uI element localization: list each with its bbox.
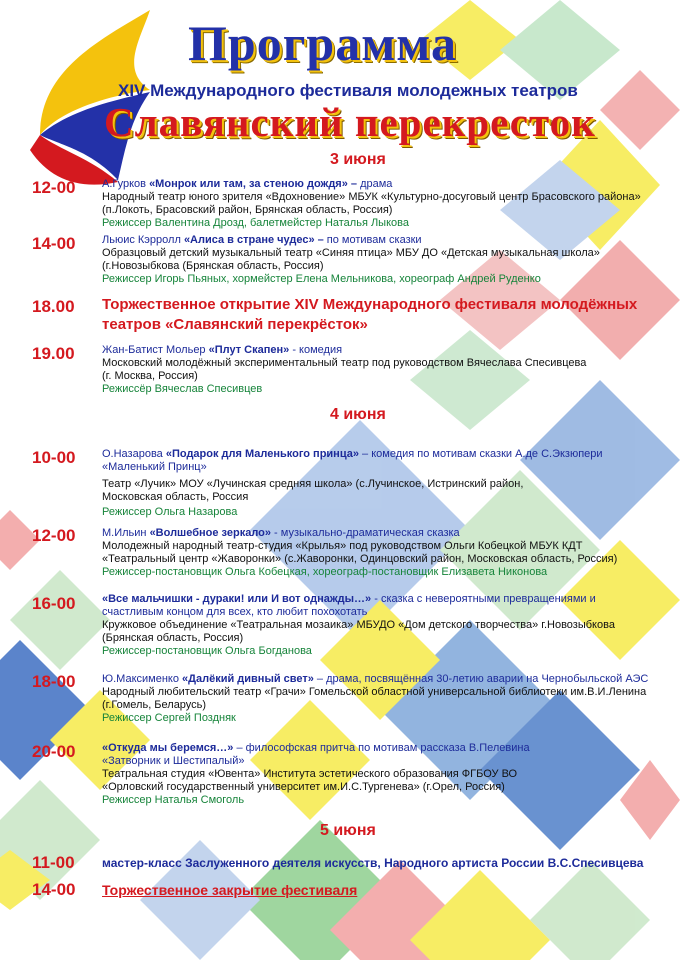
event-director: Режиссер Игорь Пьяных, хормейстер Елена Мельникова, хореограф Андрей Руденко [102, 273, 541, 285]
event-block [102, 448, 632, 519]
event-director: Режиссёр Вячеслав Спесивцев [102, 383, 263, 395]
event-title: «Подарок для Маленького принца» [165, 448, 359, 460]
event-director: Режиссер Валентина Дрозд, балетмейстер Наталья Лыкова [102, 217, 409, 229]
event-location: (Брянская область, Россия) [102, 632, 244, 644]
event-title: «Плут Скапен» [208, 344, 290, 356]
event-heading [102, 344, 668, 357]
event-genre: – драма, посвящённая 30-летию аварии на Чернобыльской АЭС [313, 673, 649, 685]
poster-subtitle: XIV Международного фестиваля молодежных театров [118, 81, 578, 100]
event-author: Ю.Максименко [102, 673, 183, 685]
event-heading [102, 448, 632, 474]
event-author: Льюис Кэрролл [102, 234, 184, 246]
event-time: 19.00 [32, 344, 75, 363]
event-heading [102, 527, 668, 540]
event-author: А.Гурков [102, 178, 150, 190]
event-location: (г. Москва, Россия) [102, 370, 198, 382]
event-time: 18.00 [32, 297, 75, 316]
event-heading [102, 593, 642, 619]
event-block [102, 742, 572, 807]
day-heading: 5 июня [320, 822, 376, 839]
event-company: Народный любительский театр «Грачи» Гомельской областной универсальной библиотеки им.В.И.Ленина [102, 686, 647, 698]
event-genre: - музыкально-драматическая сказка [271, 527, 460, 539]
event-title: «Волшебное зеркало» [149, 527, 271, 539]
event-time: 16-00 [32, 594, 76, 613]
event-time: 14-00 [32, 880, 76, 899]
event-title: «Алиса в стране чудес» – [183, 234, 324, 246]
event-company: Кружковое объединение «Театральная мозаика» МБУДО «Дом детского творчества» г.Новозыбкова [102, 619, 615, 631]
event-time: 12-00 [32, 178, 76, 197]
opening-ceremony: Торжественное открытие XIV Международного фестиваля молодёжных театров «Славянский перекрёсток» [102, 296, 638, 333]
event-location: Московская область, Россия [102, 491, 249, 503]
event-genre: – комедия по мотивам сказки А.де С.Экзюпери «Маленький Принц» [102, 448, 603, 473]
event-block [102, 673, 668, 725]
event-location: (г.Новозыбкова (Брянская область, Россия) [102, 260, 324, 272]
event-company: Народный театр юного зрителя «Вдохновение» МБУК «Культурно-досуговый центр Брасовского района» [102, 191, 641, 203]
event-block [102, 178, 668, 230]
event-block [102, 527, 668, 579]
event-genre: по мотивам сказки [323, 234, 422, 246]
event-director: Режиссер-постановщик Ольга Богданова [102, 645, 312, 657]
event-company: Московский молодёжный экспериментальный театр под руководством Вячеслава Спесивцева [102, 357, 587, 369]
event-heading [102, 673, 668, 686]
event-company: Театр «Лучик» МОУ «Лучинская средняя школа» (с.Лучинское, Истринский район, [102, 478, 524, 490]
event-time: 11-00 [32, 853, 75, 872]
event-time: 20-00 [32, 742, 76, 761]
event-director: Режиссер Сергей Поздняк [102, 712, 236, 724]
event-block [102, 344, 668, 396]
event-author: М.Ильин [102, 527, 150, 539]
event-author: Жан-Батист Мольер [102, 344, 209, 356]
event-director: Режиссер Ольга Назарова [102, 506, 238, 518]
event-block [102, 593, 642, 658]
closing-ceremony: Торжественное закрытие фестиваля [102, 882, 358, 898]
event-company: Театральная студия «Ювента» Института эстетического образования ФГБОУ ВО [102, 768, 518, 780]
event-director: Режиссер Наталья Смоголь [102, 794, 245, 806]
event-title: «Монрок или там, за стеною дождя» – [149, 178, 358, 190]
event-title: «Все мальчишки - дураки! или И вот однажды…» [102, 593, 372, 605]
event-director: Режиссер-постановщик Ольга Кобецкая, хореограф-постановщик Елизавета Никонова [102, 566, 548, 578]
event-location: «Театральный центр «Жаворонки» (с.Жаворонки, Одинцовский район, Московская область, Россия) [102, 553, 618, 565]
event-title: «Откуда мы беремся…» [102, 742, 234, 754]
event-time: 10-00 [32, 448, 76, 467]
event-heading [102, 234, 668, 247]
event-block [102, 234, 668, 286]
event-heading [102, 178, 668, 191]
event-location: (г.Гомель, Беларусь) [102, 699, 207, 711]
festival-name: Славянский перекресток [104, 99, 596, 145]
event-time: 12-00 [32, 526, 76, 545]
event-author: О.Назарова [102, 448, 166, 460]
event-genre: – философская притча по мотивам рассказа В.Пелевина «Затворник и Шестипалый» [102, 742, 530, 767]
event-company: Молодежный народный театр-студия «Крылья» под руководством Ольги Кобецкой МБУК КДТ [102, 540, 583, 552]
event-location: (п.Локоть, Брасовский район, Брянская область, Россия) [102, 204, 393, 216]
event-time: 18-00 [32, 672, 76, 691]
event-genre: драма [357, 178, 393, 190]
event-company: Образцовый детский музыкальный театр «Синяя птица» МБУ ДО «Детская музыкальная школа» [102, 247, 600, 259]
event-genre: - сказка с невероятными превращениями и счастливым концом для всех, кто любит похохотать [102, 593, 596, 618]
event-time: 14-00 [32, 234, 76, 253]
event-title: «Далёкий дивный свет» [182, 673, 314, 685]
master-class: мастер-класс Заслуженного деятеля искусств, Народного артиста России В.С.Спесивцева [102, 856, 644, 870]
poster-title: Программа [188, 15, 457, 71]
event-heading [102, 742, 572, 768]
event-genre: - комедия [289, 344, 343, 356]
event-location: «Орловский государственный университет им.И.С.Тургенева» (г.Орел, Россия) [102, 781, 505, 793]
day-heading: 4 июня [330, 406, 386, 423]
day-heading: 3 июня [330, 151, 386, 168]
